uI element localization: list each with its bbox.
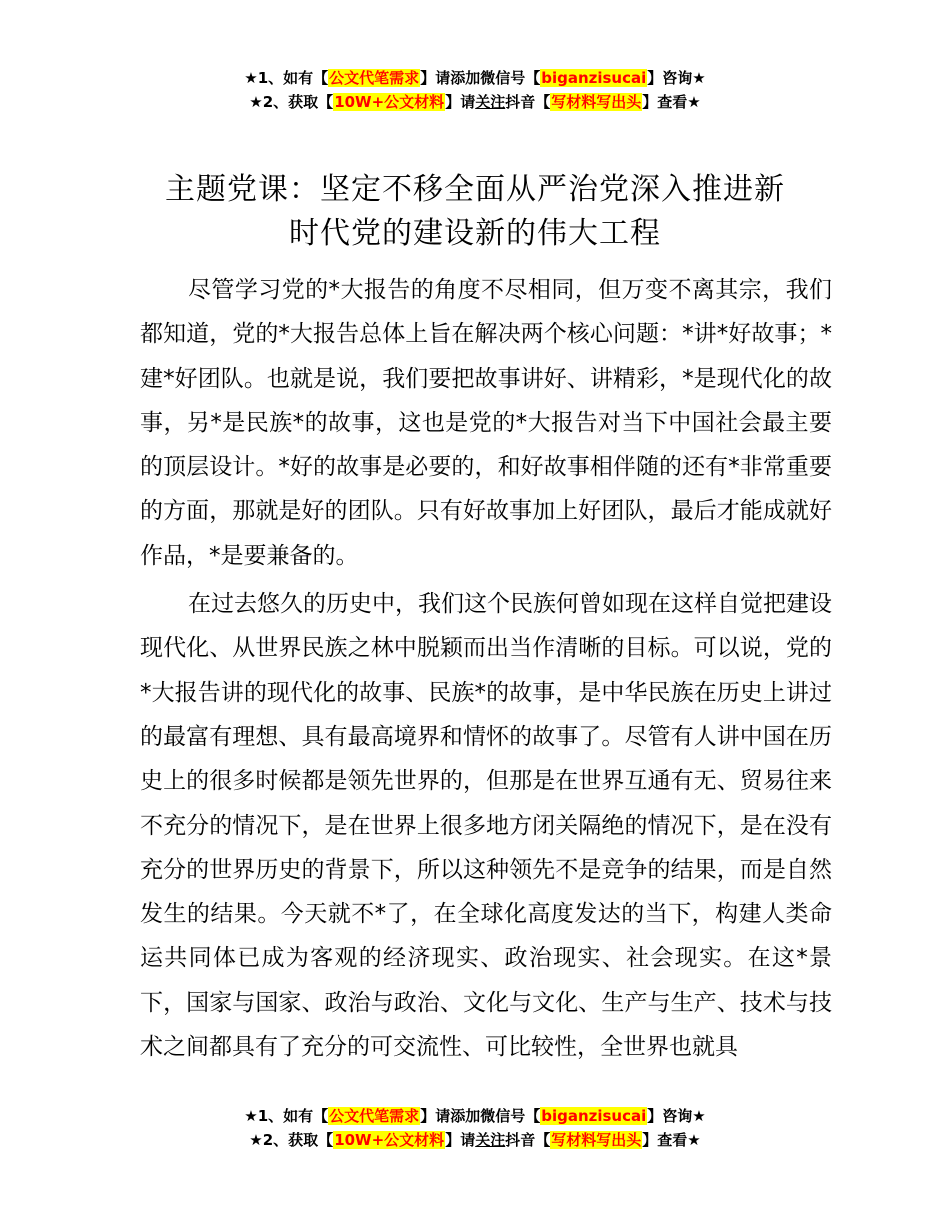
highlight-text: biganzisucai (541, 69, 647, 87)
banner-line-2 (0, 1128, 950, 1152)
banner-line-1 (0, 66, 950, 90)
banner-text: 】咨询★ (647, 69, 706, 87)
banner-text: ★2、获取【 (249, 1131, 334, 1149)
title-line-1: 主题党课：坚定不移全面从严治党深入推进新 (165, 172, 785, 207)
banner-text: 】请 (445, 1131, 476, 1149)
footer-banner (0, 1104, 950, 1152)
banner-text: ★2、获取【 (249, 93, 334, 111)
banner-text: 抖音【 (505, 1131, 551, 1149)
header-banner (0, 66, 950, 114)
underlined-text: 关注 (475, 1131, 506, 1149)
paragraph: 尽管学习党的*大报告的角度不尽相同，但万变不离其宗，我们都知道，党的*大报告总体上旨在解决两个核心问题：*讲*好故事；*建*好团队。也就是说，我们要把故事讲好、讲精彩，*是现代化的故事，另*是民族*的故事，这也是党的*大报告对当下中国社会最主要的顶层设计。*好的故事是必要的，和好故事相伴随的还有*非常重要的方面，那就是好的团队。只有好故事加上好团队，最后才能成就好作品，*是要兼备的。 (140, 277, 832, 569)
banner-text: 】咨询★ (647, 1107, 706, 1125)
highlight-text: 10W+公文材料 (334, 93, 445, 111)
banner-text: 】查看★ (642, 1131, 701, 1149)
banner-text: 】查看★ (642, 93, 701, 111)
paragraph: 在过去悠久的历史中，我们这个民族何曾如现在这样自觉把建设现代化、从世界民族之林中脱颖而出当作清晰的目标。可以说，党的*大报告讲的现代化的故事、民族*的故事，是中华民族在历史上讲过的最富有理想、具有最高境界和情怀的故事了。尽管有人讲中国在历史上的很多时候都是领先世界的，但那是在世界互通有无、贸易往来不充分的情况下，是在世界上很多地方闭关隔绝的情况下，是在没有充分的世界历史的背景下，所以这种领先不是竞争的结果，而是自然发生的结果。今天就不*了，在全球化高度发达的当下，构建人类命运共同体已成为客观的经济现实、政治现实、社会现实。在这*景下，国家与国家、政治与政治、文化与文化、生产与生产、技术与技术之间都具有了充分的可交流性、可比较性，全世界也就具 (140, 591, 832, 1061)
banner-text: 】请添加微信号【 (420, 1107, 541, 1125)
highlight-text: 10W+公文材料 (334, 1131, 445, 1149)
banner-text: 】请添加微信号【 (420, 69, 541, 87)
banner-text: ★1、如有【 (244, 1107, 329, 1125)
banner-text: 】请 (445, 93, 476, 111)
document-title (100, 168, 850, 256)
banner-text: 抖音【 (505, 93, 551, 111)
highlight-text: 写材料写出头 (551, 1131, 642, 1149)
banner-text: ★1、如有【 (244, 69, 329, 87)
title-line-2: 时代党的建设新的伟大工程 (289, 216, 661, 251)
highlight-text: 公文代笔需求 (329, 1107, 420, 1125)
underlined-text: 关注 (475, 93, 506, 111)
highlight-text: 公文代笔需求 (329, 69, 420, 87)
highlight-text: 写材料写出头 (551, 93, 642, 111)
banner-line-2 (0, 90, 950, 114)
document-body (140, 268, 832, 1073)
highlight-text: biganzisucai (541, 1107, 647, 1125)
banner-line-1 (0, 1104, 950, 1128)
